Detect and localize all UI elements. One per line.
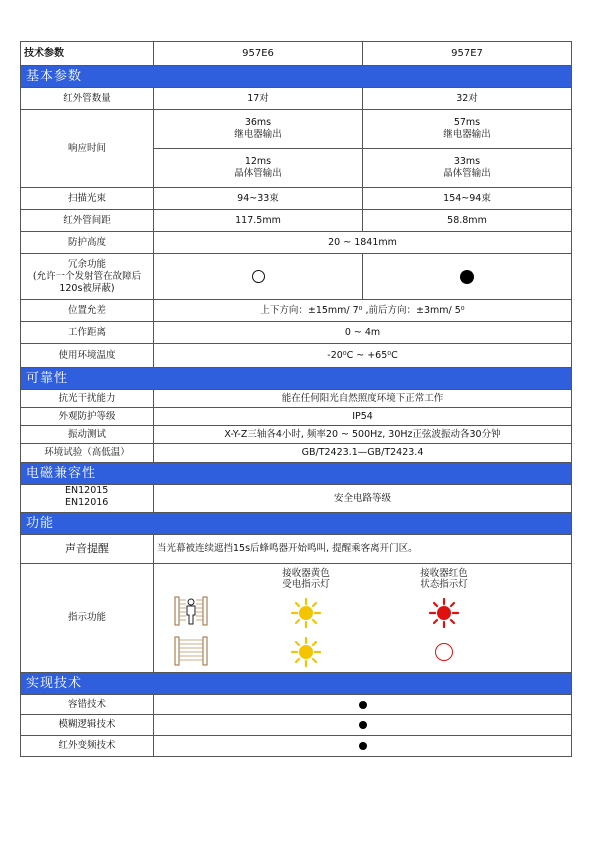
light-curtain-blocked-icon xyxy=(174,596,208,626)
table-row xyxy=(21,322,572,344)
table-row xyxy=(21,254,572,300)
table-row xyxy=(21,390,572,408)
response-transistor-957e7: 33ms xyxy=(453,156,481,167)
table-row xyxy=(21,188,572,210)
table-header-row xyxy=(21,42,572,66)
red-sun-icon xyxy=(428,597,460,629)
table-row xyxy=(21,535,572,564)
cell-value: 当光幕被连续遮挡15s后蜂鸣器开始鸣叫, 提醒乘客离开门区。 xyxy=(154,535,572,564)
response-relay-957e7: 57ms xyxy=(453,117,481,128)
cell-value xyxy=(154,695,572,715)
response-transistor-957e6: 12ms xyxy=(244,156,272,167)
cell-value xyxy=(154,254,363,300)
red-indicator-caption xyxy=(409,568,479,590)
table-row xyxy=(21,232,572,254)
row-label: 防护高度 xyxy=(21,232,154,254)
caption-line: 受电指示灯 xyxy=(282,578,330,590)
indicator-cell xyxy=(154,564,572,673)
table-row xyxy=(21,344,572,368)
section-reliability: 可靠性 xyxy=(21,368,572,390)
redundancy-note: 120s被屏蔽) xyxy=(59,282,115,294)
cell-value: 20 ~ 1841mm xyxy=(154,232,572,254)
redundancy-note: (允许一个发射管在故障后 xyxy=(32,270,142,282)
section-function: 功能 xyxy=(21,513,572,535)
row-label: 指示功能 xyxy=(21,564,154,673)
table-row xyxy=(21,715,572,736)
row-label: 声音提醒 xyxy=(21,535,154,564)
table-row xyxy=(21,110,572,188)
caption-line: 接收器红色 xyxy=(420,567,468,579)
cell-value xyxy=(154,736,572,757)
spec-table xyxy=(20,41,572,757)
indicator-grid xyxy=(154,564,571,673)
row-label xyxy=(21,254,154,300)
table-row xyxy=(21,88,572,110)
caption-line: 接收器黄色 xyxy=(282,567,330,579)
cell-value: 154~94束 xyxy=(363,188,572,210)
cell-value: GB/T2423.1—GB/T2423.4 xyxy=(154,444,572,463)
table-row xyxy=(21,210,572,232)
row-label: 红外管间距 xyxy=(21,210,154,232)
caption-line: 状态指示灯 xyxy=(420,578,468,590)
cell-value xyxy=(154,715,572,736)
section-emc: 电磁兼容性 xyxy=(21,463,572,485)
transistor-note: 晶体管输出 xyxy=(234,168,282,179)
standard-en12015: EN12015 xyxy=(65,485,109,496)
table-row xyxy=(21,736,572,757)
row-label: 响应时间 xyxy=(21,110,154,188)
row-label xyxy=(21,485,154,513)
yellow-sun-icon xyxy=(290,636,322,668)
row-label: 红外管数量 xyxy=(21,88,154,110)
row-label: 红外变频技术 xyxy=(21,736,154,757)
cell-value: IP54 xyxy=(154,408,572,426)
transistor-note: 晶体管输出 xyxy=(443,168,491,179)
cell-value: 17对 xyxy=(154,88,363,110)
header-model-957e6: 957E6 xyxy=(154,42,363,66)
cell-value xyxy=(363,110,572,149)
table-row xyxy=(21,408,572,426)
row-label: 位置允差 xyxy=(21,300,154,322)
row-label: 抗光干扰能力 xyxy=(21,390,154,408)
response-relay-957e6: 36ms xyxy=(244,117,272,128)
bullet-dot-icon xyxy=(359,721,367,729)
cell-value: 94~33束 xyxy=(154,188,363,210)
row-label: 振动测试 xyxy=(21,426,154,444)
cell-value: X-Y-Z三轴各4小时, 频率20 ~ 500Hz, 30Hz正弦波振动各30分钟 xyxy=(154,426,572,444)
yellow-sun-icon xyxy=(290,597,322,629)
row-label: 外观防护等级 xyxy=(21,408,154,426)
row-label: 容错技术 xyxy=(21,695,154,715)
cell-value xyxy=(154,149,363,188)
bullet-dot-icon xyxy=(359,742,367,750)
row-label: 使用环境温度 xyxy=(21,344,154,368)
table-row xyxy=(21,426,572,444)
header-label: 技术参数 xyxy=(21,42,154,66)
cell-value: 58.8mm xyxy=(363,210,572,232)
header-model-957e7: 957E7 xyxy=(363,42,572,66)
cell-value: -20⁰C ~ +65⁰C xyxy=(154,344,572,368)
table-row xyxy=(21,444,572,463)
cell-value: 上下方向：±15mm/ 7⁰ ,前后方向：±3mm/ 5⁰ xyxy=(154,300,572,322)
cell-value xyxy=(154,110,363,149)
table-row xyxy=(21,564,572,673)
light-curtain-clear-icon xyxy=(174,636,208,666)
row-label: 工作距离 xyxy=(21,322,154,344)
table-row xyxy=(21,485,572,513)
row-label: 扫描光束 xyxy=(21,188,154,210)
cell-value: 32对 xyxy=(363,88,572,110)
cell-value xyxy=(363,149,572,188)
redundancy-label: 冗余功能 xyxy=(67,258,106,270)
row-label: 环境试验（高低温） xyxy=(21,444,154,463)
cell-value: 安全电路等级 xyxy=(154,485,572,513)
cell-value: 0 ~ 4m xyxy=(154,322,572,344)
table-row xyxy=(21,695,572,715)
section-basic-params: 基本参数 xyxy=(21,66,572,88)
relay-note: 继电器输出 xyxy=(234,129,282,140)
cell-value: 117.5mm xyxy=(154,210,363,232)
cell-value: 能在任何阳光自然照度环境下正常工作 xyxy=(154,390,572,408)
yellow-indicator-caption xyxy=(271,568,341,590)
cell-value xyxy=(363,254,572,300)
red-indicator-off-icon xyxy=(435,643,453,661)
relay-note: 继电器输出 xyxy=(443,129,491,140)
supported-filled-circle-icon xyxy=(460,270,474,284)
row-label: 模糊逻辑技术 xyxy=(21,715,154,736)
table-row xyxy=(21,300,572,322)
bullet-dot-icon xyxy=(359,701,367,709)
section-technology: 实现技术 xyxy=(21,673,572,695)
standard-en12016: EN12016 xyxy=(65,497,109,508)
not-supported-circle-icon xyxy=(252,270,265,283)
